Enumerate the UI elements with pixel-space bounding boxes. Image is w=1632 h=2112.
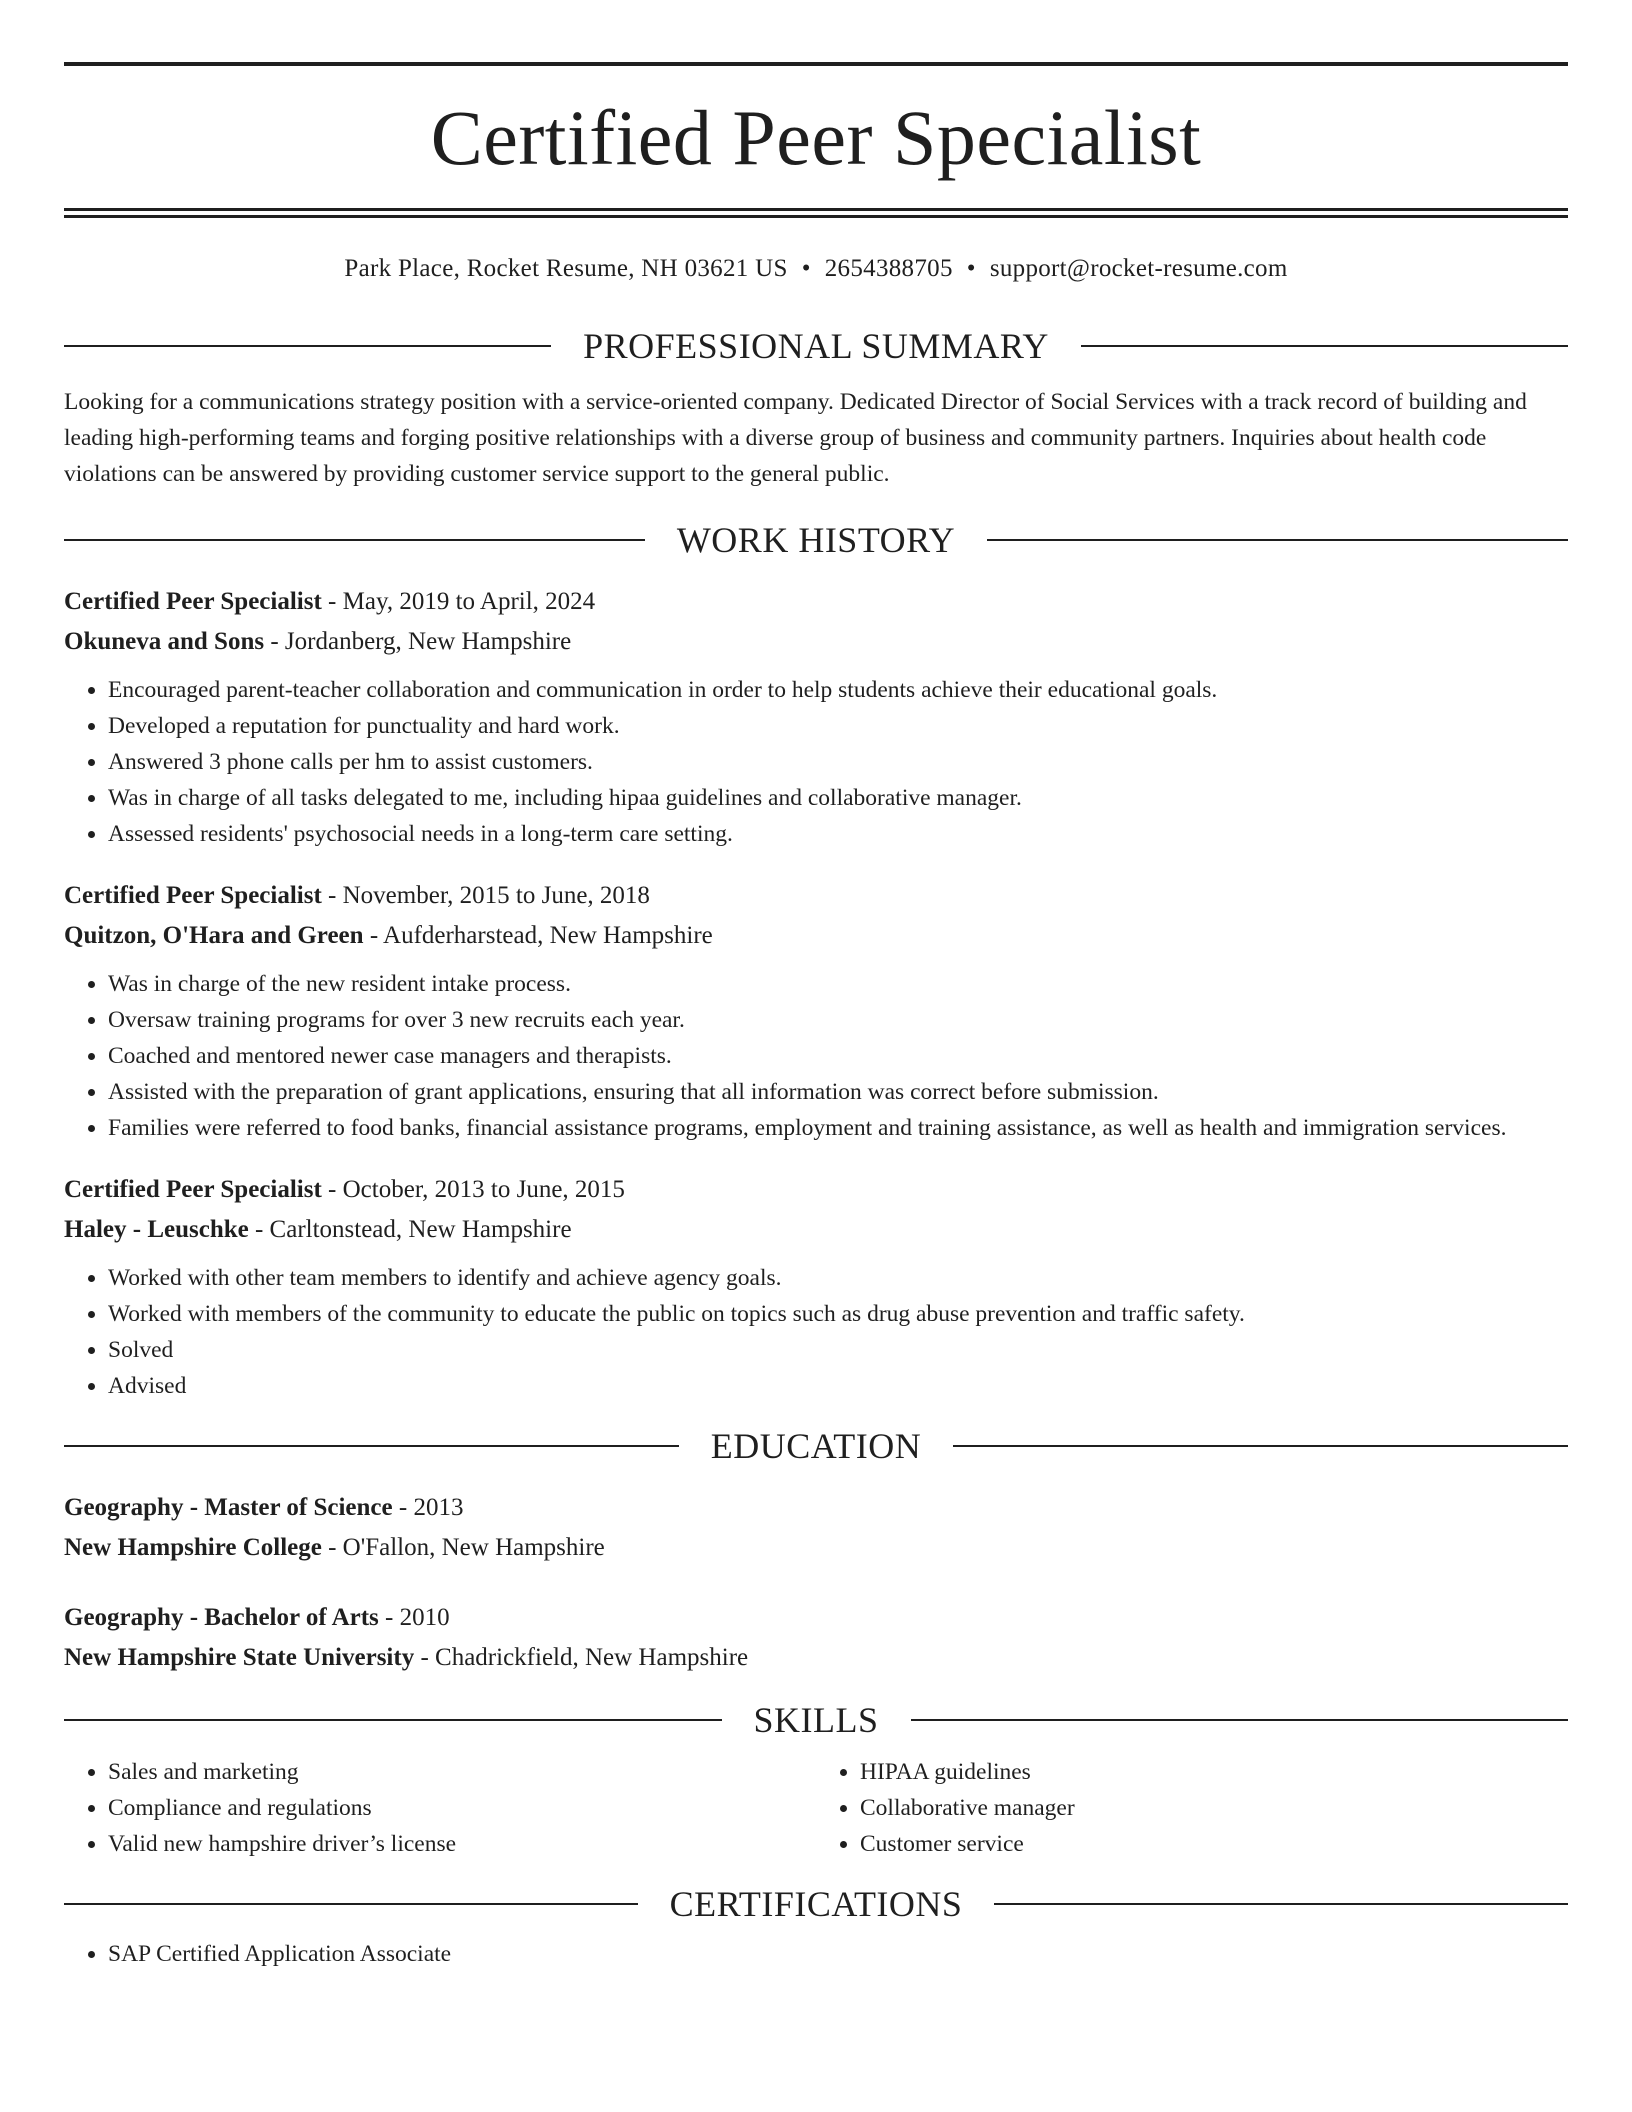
list-item: • Worked with members of the community to educate the public on topics such as drug abuse prevention and traffic safety. (108, 1296, 1568, 1332)
list-item: • Coached and mentored newer case managers and therapists. (108, 1038, 1568, 1074)
job-bullets (64, 1260, 1568, 1404)
job-title-line (64, 876, 1568, 916)
contact-separator: • (801, 255, 811, 282)
work-entry (64, 876, 1568, 1146)
list-item: • Families were referred to food banks, financial assistance programs, employment and training assistance, as well as health and immigration services. (108, 1110, 1568, 1146)
contact-email: support@rocket-resume.com (989, 255, 1288, 282)
section-rule (911, 1719, 1569, 1721)
certifications-section-title: CERTIFICATIONS (669, 1884, 963, 1924)
skill-item: • Collaborative manager (860, 1790, 1568, 1826)
degree: Geography - Bachelor of Arts (64, 1604, 379, 1631)
summary-section-title: PROFESSIONAL SUMMARY (583, 326, 1049, 366)
list-item: • Was in charge of the new resident intake process. (108, 966, 1568, 1002)
job-company: Haley - Leuschke (64, 1216, 249, 1243)
job-title: Certified Peer Specialist (64, 1176, 322, 1203)
contact-phone: 2654388705 (824, 255, 953, 282)
contact-address: Park Place, Rocket Resume, NH 03621 US (344, 255, 788, 282)
education-section-title: EDUCATION (710, 1426, 922, 1466)
list-item: • Encouraged parent-teacher collaboration and communication in order to help students achieve their educational goals. (108, 672, 1568, 708)
work-section-title: WORK HISTORY (676, 520, 956, 560)
job-title-line (64, 1170, 1568, 1210)
list-item: • Answered 3 phone calls per hm to assist customers. (108, 744, 1568, 780)
contact-line (64, 252, 1568, 286)
list-item: • Assisted with the preparation of grant applications, ensuring that all information was correct before submission. (108, 1074, 1568, 1110)
job-company-line (64, 916, 1568, 956)
job-dates: - October, 2013 to June, 2015 (321, 1176, 625, 1203)
job-title-line (64, 582, 1568, 622)
summary-text: Looking for a communications strategy position with a service-oriented company. Dedicated Director of Social Services with a track record of building and leading high-performing teams and forging positive relationships with a diverse group of business and community partners. Inquiries about health code violations can be answered by providing customer service support to the general public. (64, 389, 1527, 487)
work-section-header (64, 518, 1568, 562)
skill-item: • Compliance and regulations (108, 1790, 816, 1826)
list-item: • Advised (108, 1368, 1568, 1404)
list-item: • Solved (108, 1332, 1568, 1368)
header-double-rule (64, 208, 1568, 218)
job-location: - Aufderharstead, New Hampshire (363, 922, 713, 949)
list-item: • Oversaw training programs for over 3 new recruits each year. (108, 1002, 1568, 1038)
list-item: • Developed a reputation for punctuality and hard work. (108, 708, 1568, 744)
list-item: • Worked with other team members to identify and achieve agency goals. (108, 1260, 1568, 1296)
skills-section-title: SKILLS (753, 1700, 879, 1740)
list-item: • Assessed residents' psychosocial needs in a long-term care setting. (108, 816, 1568, 852)
resume-name: Certified Peer Specialist (430, 94, 1202, 181)
section-rule (64, 1903, 638, 1905)
degree: Geography - Master of Science (64, 1494, 393, 1521)
section-rule (953, 1445, 1568, 1447)
job-company: Okuneva and Sons (64, 628, 265, 655)
skill-item: • Customer service (860, 1826, 1568, 1862)
list-item: • Was in charge of all tasks delegated to me, including hipaa guidelines and collaborative manager. (108, 780, 1568, 816)
skill-item: • Sales and marketing (108, 1754, 816, 1790)
summary-section-header (64, 324, 1568, 368)
school: New Hampshire College (64, 1534, 322, 1561)
section-rule (64, 345, 551, 347)
degree-year: - 2013 (392, 1494, 464, 1521)
job-bullets (64, 672, 1568, 852)
work-entry (64, 582, 1568, 852)
job-bullets (64, 966, 1568, 1146)
skill-item: • Valid new hampshire driver’s license (108, 1826, 816, 1862)
section-rule (994, 1903, 1568, 1905)
school-line (64, 1638, 1568, 1678)
certification-item: • SAP Certified Application Associate (108, 1936, 1568, 1972)
job-company-line (64, 1210, 1568, 1250)
section-rule (987, 539, 1568, 541)
skills-right-list (816, 1754, 1568, 1862)
skills-left-list (64, 1754, 816, 1862)
contact-separator: • (966, 255, 976, 282)
degree-year: - 2010 (378, 1604, 450, 1631)
school-location: - Chadrickfield, New Hampshire (414, 1644, 749, 1671)
section-rule (1081, 345, 1568, 347)
education-entry (64, 1598, 1568, 1678)
skills-section-header (64, 1698, 1568, 1742)
job-location: - Carltonstead, New Hampshire (248, 1216, 572, 1243)
certifications-list (64, 1936, 1568, 1972)
section-rule (64, 539, 645, 541)
job-dates: - November, 2015 to June, 2018 (321, 882, 650, 909)
job-location: - Jordanberg, New Hampshire (264, 628, 572, 655)
school-location: - O'Fallon, New Hampshire (321, 1534, 605, 1561)
certifications-section-header (64, 1882, 1568, 1926)
section-rule (64, 1445, 679, 1447)
header-top-rule (64, 62, 1568, 66)
job-company: Quitzon, O'Hara and Green (64, 922, 364, 949)
school: New Hampshire State University (64, 1644, 415, 1671)
job-company-line (64, 622, 1568, 662)
school-line (64, 1528, 1568, 1568)
work-entry (64, 1170, 1568, 1404)
degree-line (64, 1488, 1568, 1528)
education-entry (64, 1488, 1568, 1568)
job-dates: - May, 2019 to April, 2024 (321, 588, 596, 615)
job-title: Certified Peer Specialist (64, 882, 322, 909)
skills-columns (64, 1754, 1568, 1862)
resume-page (64, 62, 1568, 1972)
section-rule (64, 1719, 722, 1721)
degree-line (64, 1598, 1568, 1638)
education-section-header (64, 1424, 1568, 1468)
skill-item: • HIPAA guidelines (860, 1754, 1568, 1790)
job-title: Certified Peer Specialist (64, 588, 322, 615)
